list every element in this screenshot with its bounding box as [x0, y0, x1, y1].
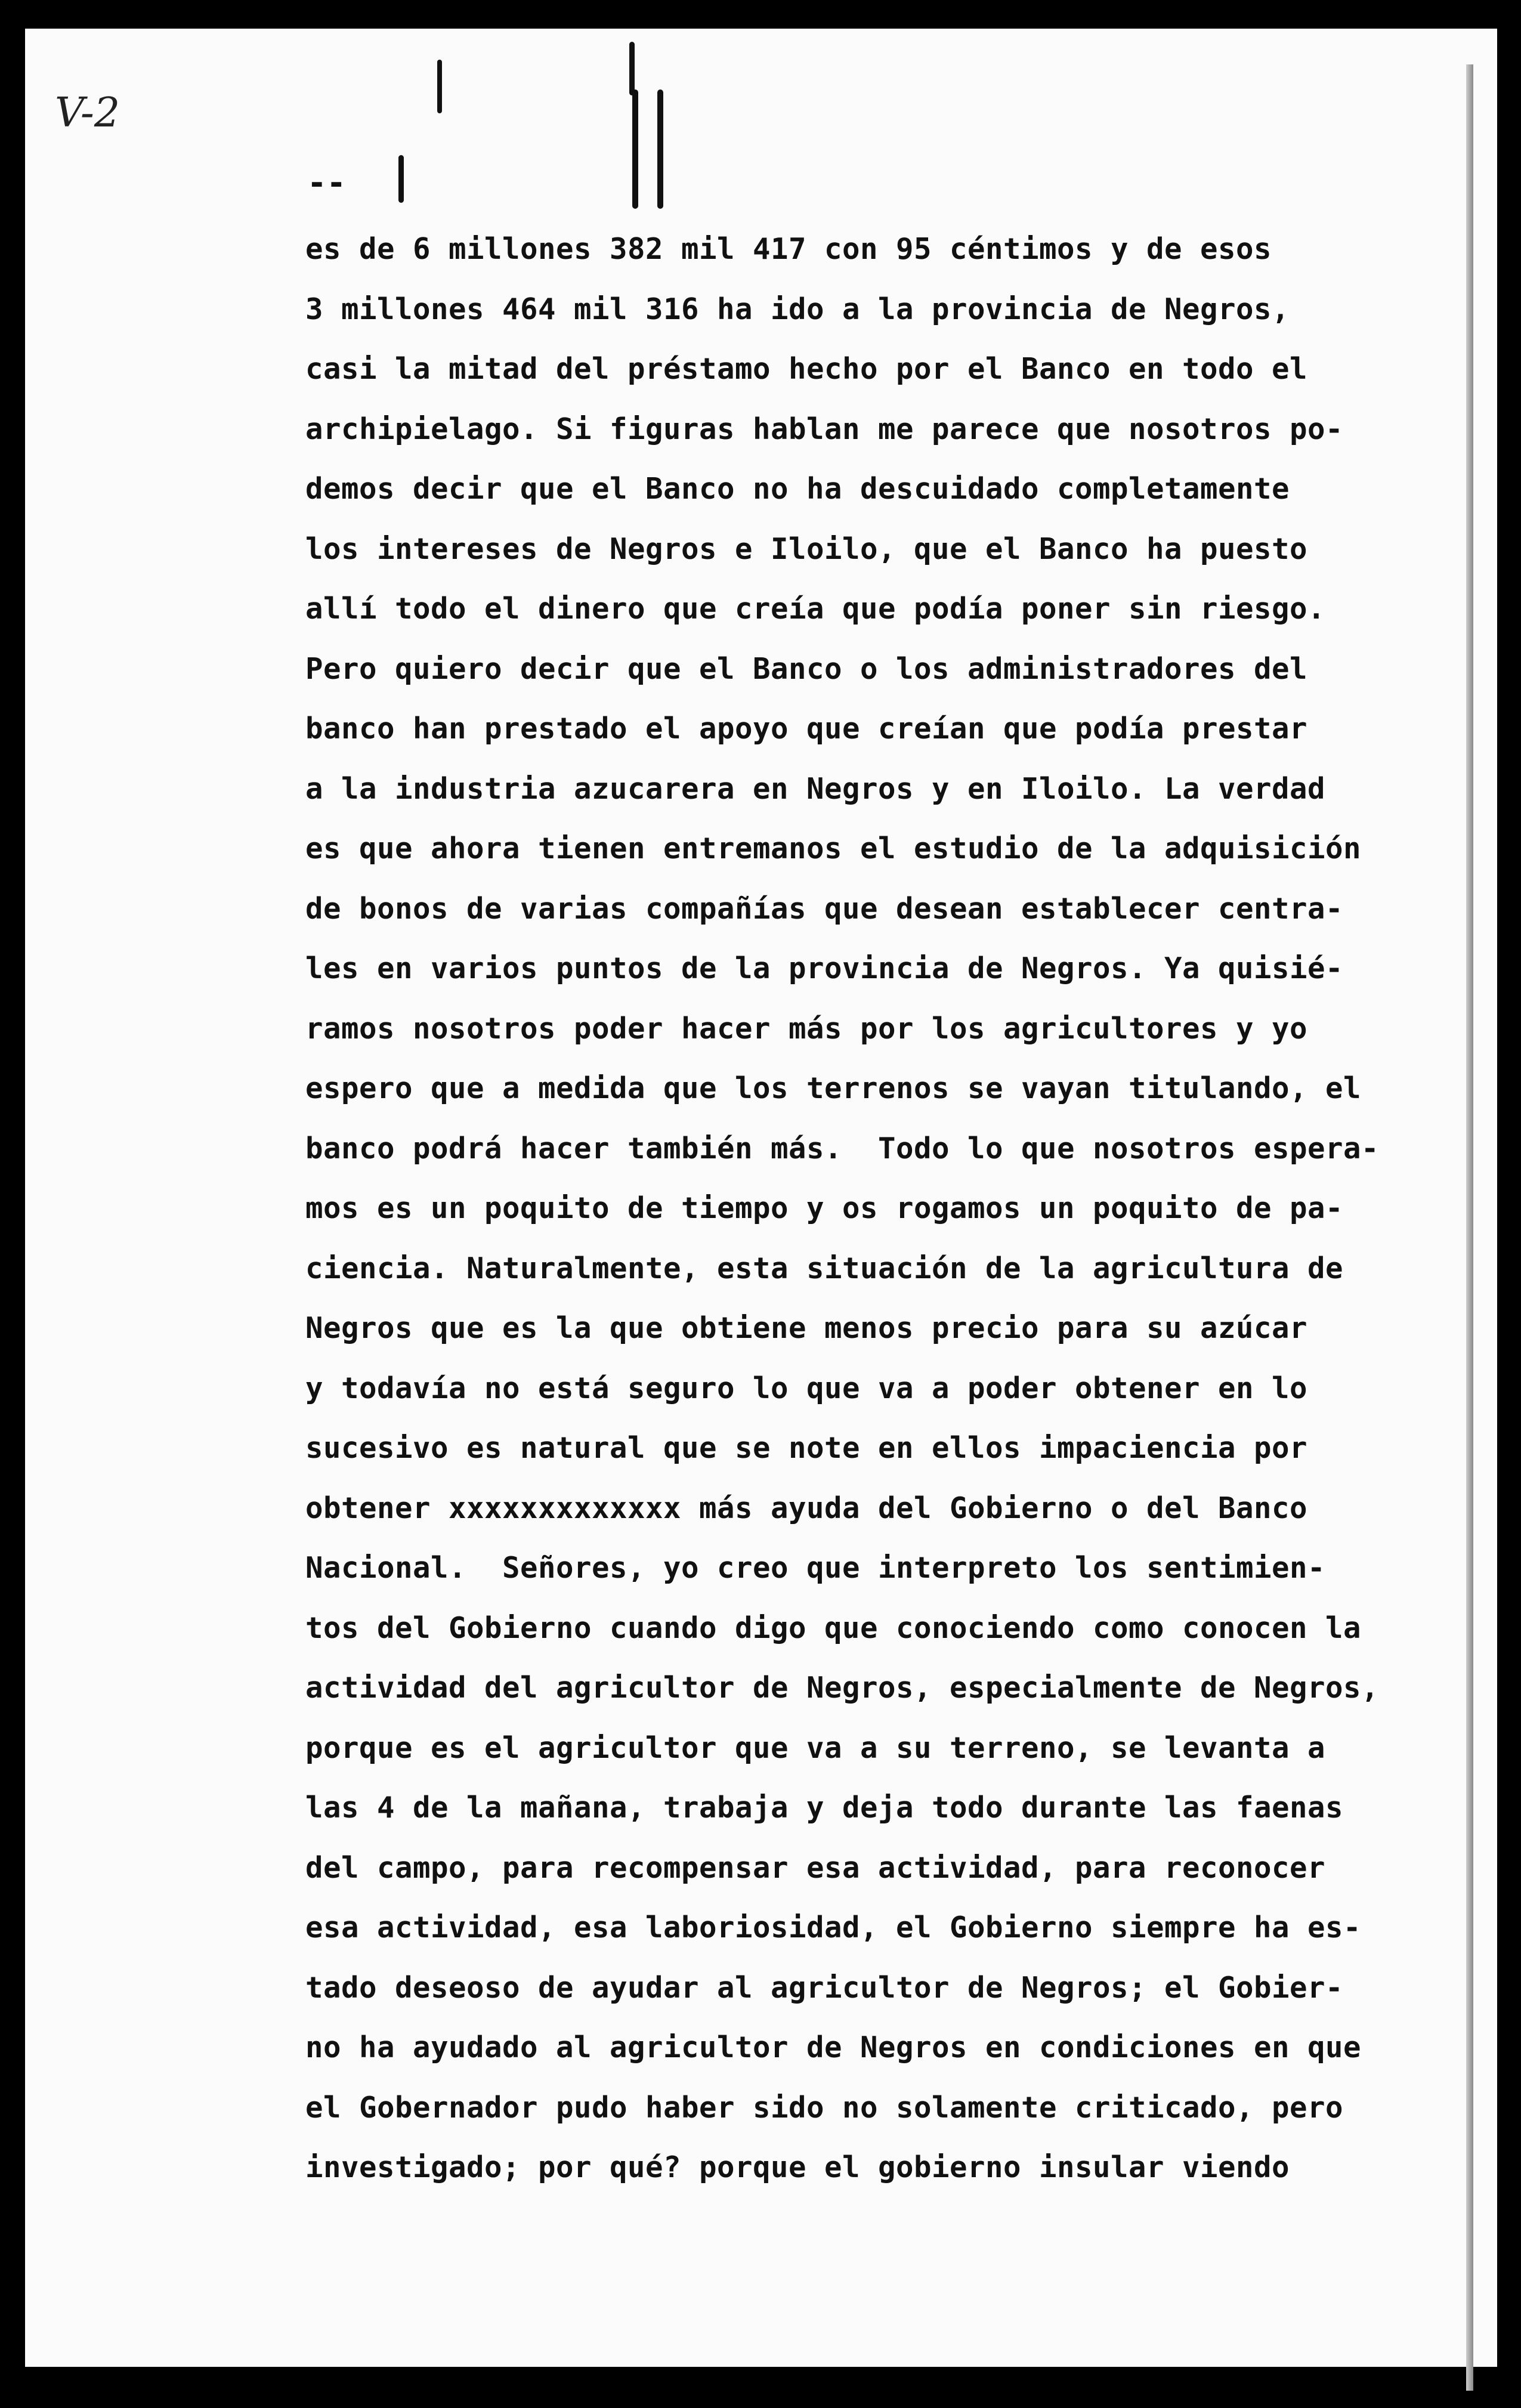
- text-line: es de 6 millones 382 mil 417 con 95 céntimos y de esos: [305, 232, 1272, 266]
- text-line: ramos nosotros poder hacer más por los agricultores y yo: [305, 1011, 1308, 1046]
- text-line: demos decir que el Banco no ha descuidado completamente: [305, 472, 1290, 506]
- text-line: les en varios puntos de la provincia de Negros. Ya quisié-: [305, 951, 1344, 985]
- text-line: del campo, para recompensar esa actividad, para reconocer: [305, 1850, 1326, 1885]
- handwritten-stroke: [398, 155, 404, 203]
- text-line: los intereses de Negros e Iloilo, que el Banco ha puesto: [305, 531, 1308, 566]
- text-line: tado deseoso de ayudar al agricultor de Negros; el Gobier-: [305, 1970, 1344, 2005]
- text-line: obtener xxxxxxxxxxxxx más ayuda del Gobierno o del Banco: [305, 1491, 1308, 1525]
- text-line: archipielago. Si figuras hablan me parece que nosotros po-: [305, 412, 1344, 446]
- text-line: 3 millones 464 mil 316 ha ido a la provincia de Negros,: [305, 292, 1290, 326]
- page-edge-shadow: [1466, 64, 1473, 2391]
- text-line: sucesivo es natural que se note en ellos impaciencia por: [305, 1431, 1308, 1465]
- text-line: banco han prestado el apoyo que creían que podía prestar: [305, 712, 1308, 746]
- text-line: las 4 de la mañana, trabaja y deja todo durante las faenas: [305, 1791, 1344, 1825]
- typed-text-block: [305, 220, 1415, 2198]
- text-line: Pero quiero decir que el Banco o los administradores del: [305, 651, 1308, 686]
- handwritten-stroke: [437, 60, 442, 113]
- text-line: espero que a medida que los terrenos se vayan titulando, el: [305, 1071, 1362, 1105]
- text-line: tos del Gobierno cuando digo que conociendo como conocen la: [305, 1611, 1362, 1645]
- text-line: de bonos de varias compañías que desean establecer centra-: [305, 891, 1344, 926]
- text-line: actividad del agricultor de Negros, especialmente de Negros,: [305, 1671, 1380, 1705]
- text-line: casi la mitad del préstamo hecho por el Banco en todo el: [305, 352, 1308, 386]
- text-line: allí todo el dinero que creía que podía poner sin riesgo.: [305, 592, 1326, 626]
- text-line: no ha ayudado al agricultor de Negros en condiciones en que: [305, 2030, 1362, 2064]
- text-line: Negros que es la que obtiene menos precio para su azúcar: [305, 1311, 1308, 1345]
- text-line: y todavía no está seguro lo que va a poder obtener en lo: [305, 1371, 1308, 1405]
- top-dashes: --: [307, 164, 347, 202]
- corner-annotation: V-2: [55, 89, 120, 137]
- text-line: el Gobernador pudo haber sido no solamente criticado, pero: [305, 2090, 1344, 2125]
- text-line: es que ahora tienen entremanos el estudio de la adquisición: [305, 831, 1362, 865]
- text-line: porque es el agricultor que va a su terreno, se levanta a: [305, 1730, 1326, 1765]
- handwritten-stroke: [632, 89, 638, 209]
- text-line: investigado; por qué? porque el gobierno insular viendo: [305, 2150, 1290, 2184]
- handwritten-stroke: [657, 89, 663, 209]
- text-line: ciencia. Naturalmente, esta situación de la agricultura de: [305, 1251, 1344, 1285]
- text-line: banco podrá hacer también más. Todo lo que nosotros espera-: [305, 1131, 1380, 1166]
- handwritten-stroke: [629, 42, 635, 95]
- text-line: mos es un poquito de tiempo y os rogamos un poquito de pa-: [305, 1191, 1344, 1225]
- text-line: esa actividad, esa laboriosidad, el Gobierno siempre ha es-: [305, 1911, 1362, 1945]
- text-line: Nacional. Señores, yo creo que interpreto los sentimien-: [305, 1551, 1326, 1585]
- text-line: a la industria azucarera en Negros y en Iloilo. La verdad: [305, 771, 1326, 806]
